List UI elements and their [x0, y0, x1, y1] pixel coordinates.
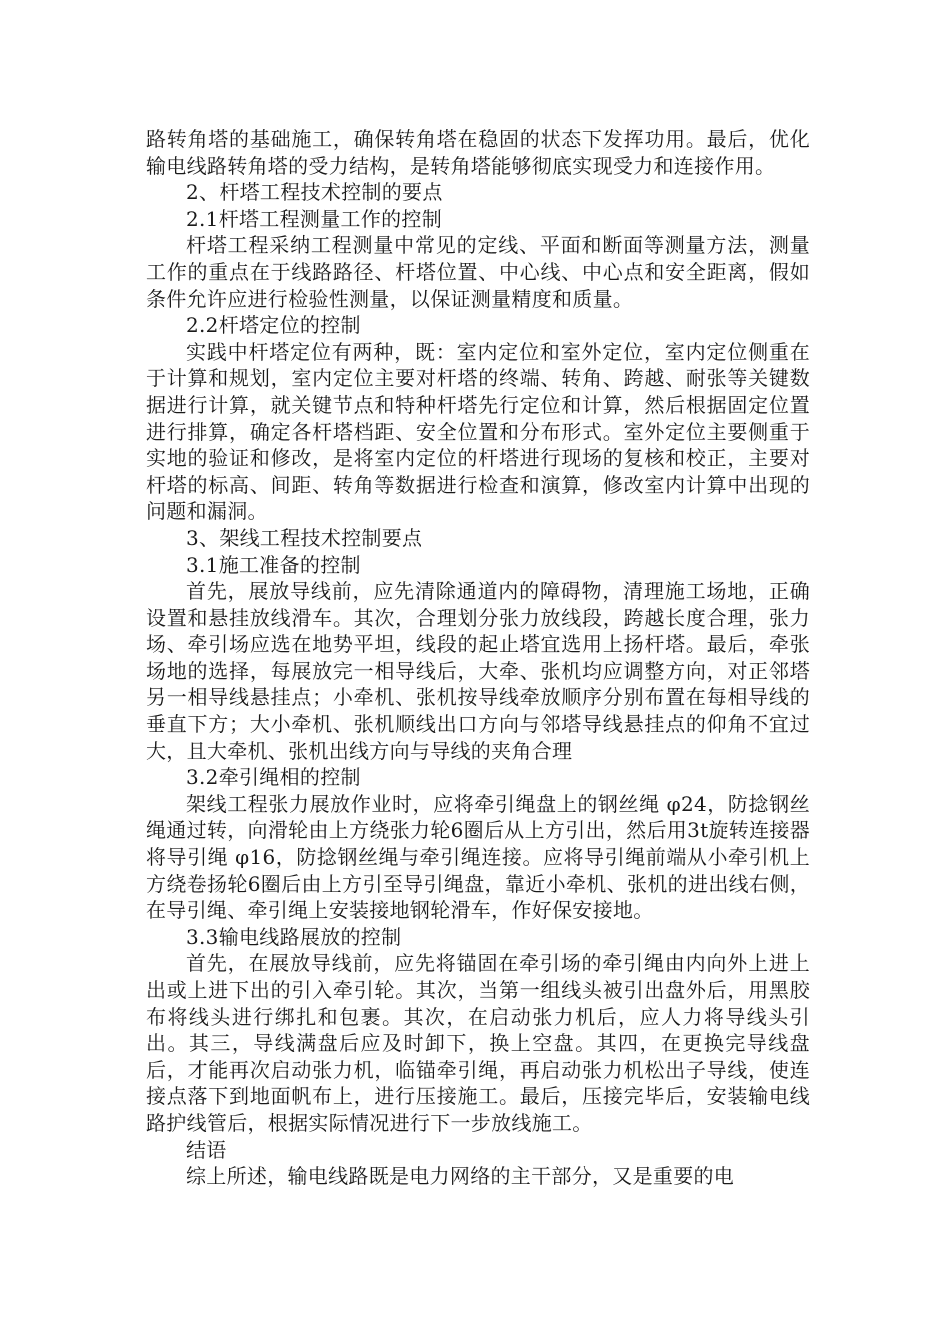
paragraph-3-3: 首先，在展放导线前，应先将锚固在牵引场的牵引绳由内向外上进上出或上进下出的引入牵引轮。其次，当第一组线头被引出盘外后，用黑胶布将线头进行绑扎和包裹。其次，在启动张力机后，应人力将导线头引出。其三，导线满盘后应及时卸下，换上空盘。其四，在更换完导线盘后，才能再次启动张力机，临锚牵引绳，再启动张力机松出子导线，使连接点落下到地面帆布上，进行压接施工。最后，压接完毕后，安装输电线路护线管后，根据实际情况进行下一步放线施工。	[146, 951, 810, 1135]
conclusion-paragraph: 综上所述，输电线路既是电力网络的主干部分，又是重要的电	[186, 1164, 735, 1189]
subsection-heading-3-2: 3.2牵引绳相的控制	[186, 765, 361, 790]
conclusion-heading: 结语	[186, 1137, 227, 1162]
section-heading-2: 2、杆塔工程技术控制的要点	[186, 180, 443, 205]
subsection-heading-2-2: 2.2杆塔定位的控制	[186, 313, 361, 338]
paragraph-2-1: 杆塔工程采纳工程测量中常见的定线、平面和断面等测量方法，测量工作的重点在于线路路径、杆塔位置、中心线、中心点和安全距离，假如条件允许应进行检验性测量，以保证测量精度和质量。	[146, 233, 810, 311]
document-page	[146, 126, 810, 1190]
paragraph-continuation: 路转角塔的基础施工，确保转角塔在稳固的状态下发挥功用。最后，优化输电线路转角塔的受力结构，是转角塔能够彻底实现受力和连接作用。	[146, 127, 810, 178]
paragraph-3-1: 首先，展放导线前，应先清除通道内的障碍物，清理施工场地，正确设置和悬挂放线滑车。其次，合理划分张力放线段，跨越长度合理，张力场、牵引场应选在地势平坦，线段的起止塔宜选用上扬杆塔。最后，牵张场地的选择，每展放完一相导线后，大牵、张机均应调整方向，对正邻塔另一相导线悬挂点；小牵机、张机按导线牵放顺序分别布置在每相导线的垂直下方；大小牵机、张机顺线出口方向与邻塔导线悬挂点的仰角不宜过大，且大牵机、张机出线方向与导线的夹角合理	[146, 579, 810, 763]
subsection-heading-3-1: 3.1施工准备的控制	[186, 552, 361, 577]
subsection-heading-2-1: 2.1杆塔工程测量工作的控制	[186, 206, 443, 231]
subsection-heading-3-3: 3.3输电线路展放的控制	[186, 924, 402, 949]
paragraph-3-2: 架线工程张力展放作业时，应将牵引绳盘上的钢丝绳 φ24，防捻钢丝绳通过转，向滑轮由上方绕张力轮6圈后从上方引出，然后用3t旋转连接器将导引绳 φ16，防捻钢丝绳与牵引绳连接。应将导引绳前端从小牵引机上方绕卷扬轮6圈后由上方引至导引绳盘，靠近小牵机、张机的进出线右侧，在导引绳、牵引绳上安装接地钢轮滑车，作好保安接地。	[146, 791, 810, 923]
paragraph-2-2: 实践中杆塔定位有两种，既：室内定位和室外定位，室内定位侧重在于计算和规划，室内定位主要对杆塔的终端、转角、跨越、耐张等关键数据进行计算，就关键节点和特种杆塔先行定位和计算，然后根据固定位置进行排算，确定各杆塔档距、安全位置和分布形式。室外定位主要侧重于实地的验证和修改，是将室内定位的杆塔进行现场的复核和校正，主要对杆塔的标高、间距、转角等数据进行检查和演算，修改室内计算中出现的问题和漏洞。	[146, 339, 810, 524]
section-heading-3: 3、架线工程技术控制要点	[186, 525, 423, 550]
